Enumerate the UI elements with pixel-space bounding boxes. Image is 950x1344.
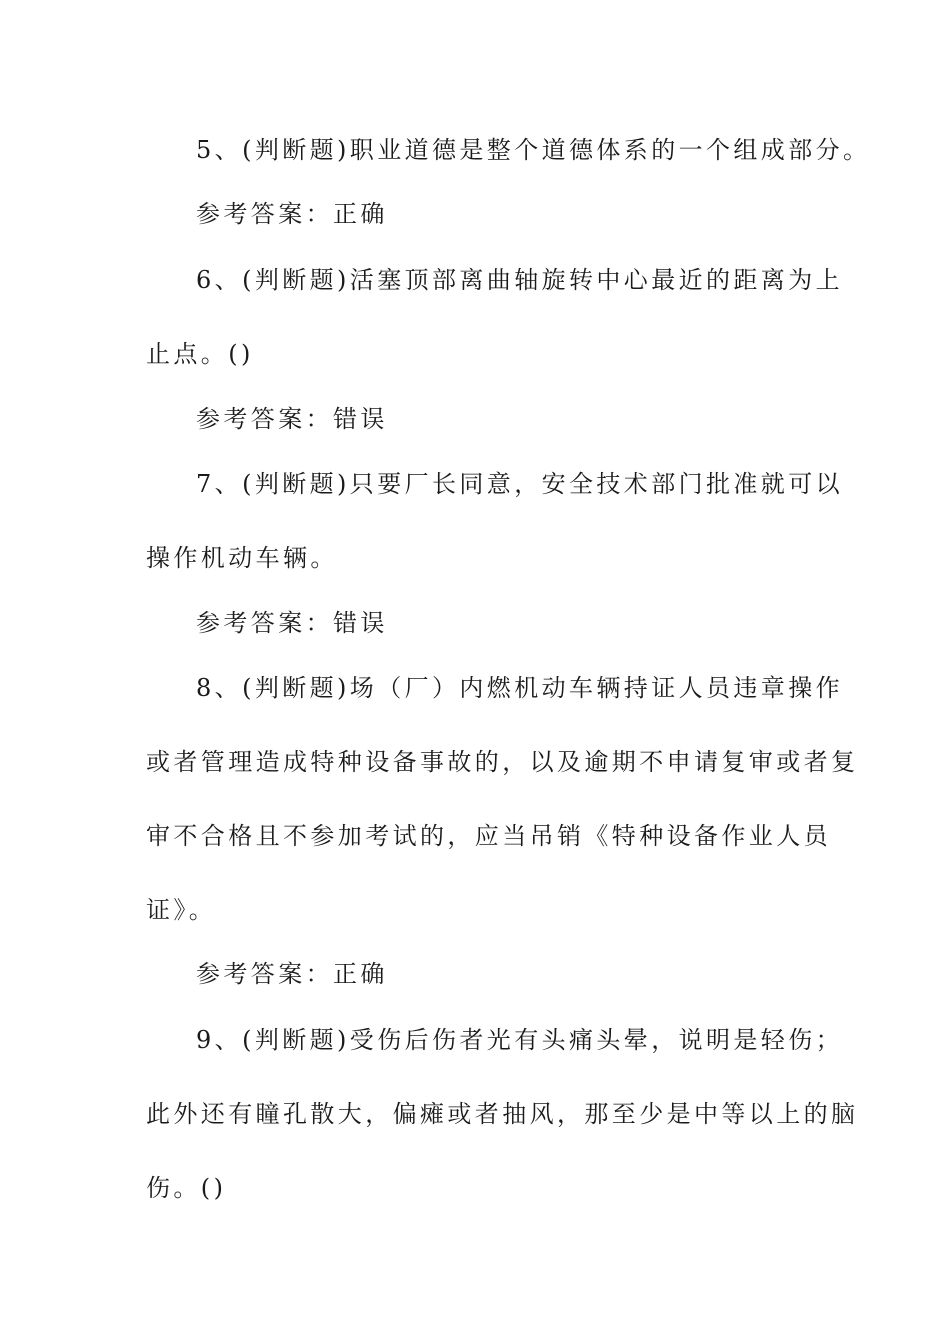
question-9-line-3: 伤。() — [146, 1174, 227, 1202]
question-8-line-1: 8、(判断题)场（厂）内燃机动车辆持证人员违章操作 — [196, 674, 843, 702]
question-6-answer: 参考答案：错误 — [196, 405, 388, 433]
question-9-line-1: 9、(判断题)受伤后伤者光有头痛头晕，说明是轻伤； — [196, 1026, 843, 1054]
question-9-line-2: 此外还有瞳孔散大，偏瘫或者抽风，那至少是中等以上的脑 — [146, 1100, 859, 1128]
question-6-line-2: 止点。() — [146, 340, 254, 368]
question-5-answer: 参考答案：正确 — [196, 200, 388, 228]
question-8-answer: 参考答案：正确 — [196, 960, 388, 988]
question-5-line-1: 5、(判断题)职业道德是整个道德体系的一个组成部分。 — [196, 136, 871, 164]
question-7-answer: 参考答案：错误 — [196, 609, 388, 637]
question-8-line-3: 审不合格且不参加考试的，应当吊销《特种设备作业人员 — [146, 822, 831, 850]
question-7-line-2: 操作机动车辆。 — [146, 544, 338, 572]
question-6-line-1: 6、(判断题)活塞顶部离曲轴旋转中心最近的距离为上 — [196, 266, 843, 294]
question-8-line-4: 证》。 — [146, 896, 217, 924]
question-8-line-2: 或者管理造成特种设备事故的，以及逾期不申请复审或者复 — [146, 748, 859, 776]
question-7-line-1: 7、(判断题)只要厂长同意，安全技术部门批准就可以 — [196, 470, 843, 498]
